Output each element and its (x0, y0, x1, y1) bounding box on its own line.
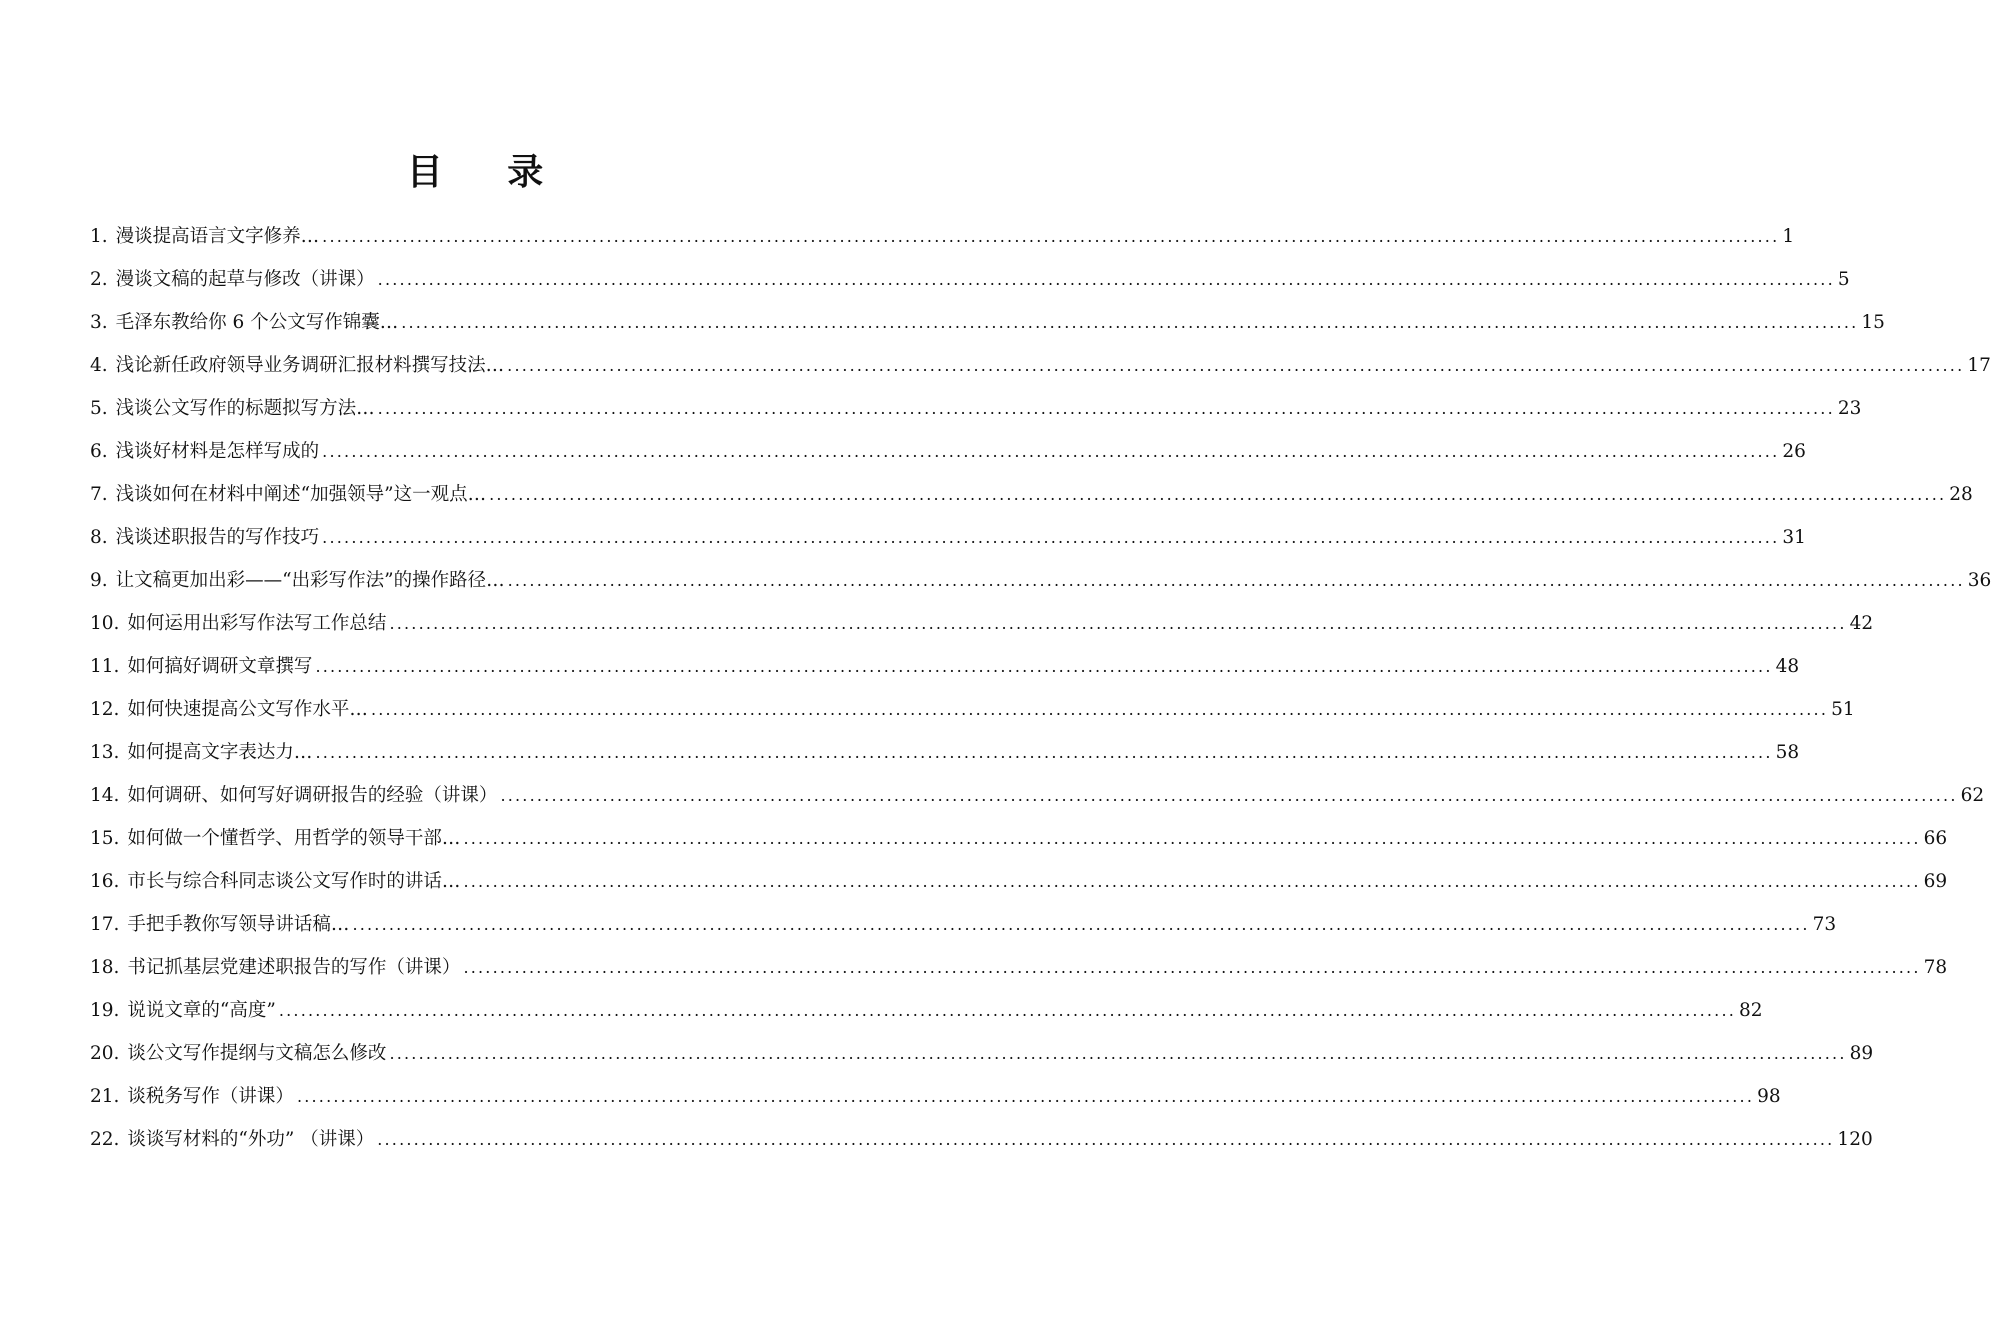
toc-entry-text: 浅谈如何在材料中阐述“加强领导”这一观点… (115, 484, 487, 505)
toc-leader-dots: ........................................................................................................................................................................................................ (377, 1130, 1835, 1149)
toc-leader-dots: ........................................................................................................................................................................................................ (389, 1044, 1847, 1063)
toc-entry[interactable] (90, 731, 1800, 774)
toc-entry-text: 浅论新任政府领导业务调研汇报材料撰写技法… (115, 355, 505, 376)
toc-entry[interactable] (90, 645, 1800, 688)
toc-entry-text: 如何快速提高公文写作水平… (127, 699, 368, 720)
toc-entry-page: 1 (1782, 226, 1795, 247)
toc-leader-dots: ........................................................................................................................................................................................................ (507, 356, 1965, 375)
toc-entry-page: 28 (1949, 484, 1973, 505)
toc-entry-number: 10. (90, 613, 120, 634)
toc-entry-page: 26 (1782, 441, 1806, 462)
toc-entry-text: 漫谈文稿的起草与修改（讲课） (115, 269, 375, 290)
toc-leader-dots: ........................................................................................................................................................................................................ (500, 786, 1958, 805)
toc-entry[interactable] (90, 860, 1948, 903)
toc-entry-text: 漫谈提高语言文字修养… (115, 226, 320, 247)
toc-entry[interactable] (90, 301, 1885, 344)
toc-entry-number: 14. (90, 785, 120, 806)
toc-entry-page: 36 (1967, 570, 1991, 591)
toc-entry[interactable] (90, 1118, 1873, 1161)
toc-entry[interactable] (90, 215, 1795, 258)
toc-entry[interactable] (90, 473, 1973, 516)
toc-entry-text: 书记抓基层党建述职报告的写作（讲课） (127, 957, 461, 978)
toc-leader-dots: ........................................................................................................................................................................................................ (377, 270, 1835, 289)
toc-entry-number: 8. (90, 527, 108, 548)
toc-entry[interactable] (90, 516, 1806, 559)
toc-entry-number: 4. (90, 355, 108, 376)
toc-entry-text: 如何运用出彩写作法写工作总结 (127, 613, 387, 634)
toc-entry-number: 11. (90, 656, 120, 677)
toc-entry-page: 17 (1967, 355, 1991, 376)
toc-entry-page: 15 (1861, 312, 1885, 333)
toc-entry-page: 31 (1782, 527, 1806, 548)
toc-entry-page: 89 (1849, 1043, 1874, 1064)
toc-entry-page: 66 (1923, 828, 1948, 849)
toc-entry-text: 如何搞好调研文章撰写 (127, 656, 313, 677)
toc-entry-page: 78 (1923, 957, 1948, 978)
toc-entry-page: 5 (1837, 269, 1850, 290)
toc-entry-number: 13. (90, 742, 120, 763)
toc-entry-number: 6. (90, 441, 108, 462)
toc-entry[interactable] (90, 946, 1948, 989)
toc-entry-page: 62 (1960, 785, 1985, 806)
toc-entry-text: 谈公文写作提纲与文稿怎么修改 (127, 1043, 387, 1064)
toc-entry-number: 22. (90, 1129, 120, 1150)
toc-entry[interactable] (90, 688, 1855, 731)
toc-entry-text: 谈谈写材料的“外功” （讲课） (127, 1129, 375, 1150)
toc-entry-text: 谈税务写作（讲课） (127, 1086, 294, 1107)
toc-entry-number: 17. (90, 914, 120, 935)
toc-entry[interactable] (90, 559, 1991, 602)
toc-leader-dots: ........................................................................................................................................................................................................ (377, 399, 1835, 418)
toc-entry-page: 58 (1775, 742, 1800, 763)
toc-entry-page: 42 (1849, 613, 1874, 634)
toc-entry-page: 82 (1739, 1000, 1763, 1021)
toc-entry-page: 73 (1812, 914, 1837, 935)
toc-leader-dots: ........................................................................................................................................................................................................ (489, 485, 1947, 504)
toc-title: 目 录 (406, 151, 570, 193)
toc-entry-text: 浅谈公文写作的标题拟写方法… (115, 398, 375, 419)
toc-entry[interactable] (90, 602, 1874, 645)
toc-entry-page: 98 (1757, 1086, 1781, 1107)
toc-leader-dots: ........................................................................................................................................................................................................ (352, 915, 1810, 934)
toc-entry-page: 69 (1923, 871, 1948, 892)
toc-entry[interactable] (90, 989, 1763, 1032)
toc-leader-dots: ........................................................................................................................................................................................................ (401, 313, 1859, 332)
toc-entry-number: 19. (90, 1000, 120, 1021)
toc-entry[interactable] (90, 344, 1991, 387)
toc-entry-text: 说说文章的“高度” (127, 1000, 276, 1021)
toc-entry-text: 市长与综合科同志谈公文写作时的讲话… (127, 871, 461, 892)
toc-leader-dots: ........................................................................................................................................................................................................ (389, 614, 1847, 633)
toc-entry-number: 1. (90, 226, 108, 247)
toc-entry-number: 20. (90, 1043, 120, 1064)
toc-leader-dots: ........................................................................................................................................................................................................ (322, 528, 1780, 547)
toc-entry-text: 手把手教你写领导讲话稿… (127, 914, 350, 935)
toc-leader-dots: ........................................................................................................................................................................................................ (322, 227, 1780, 246)
toc-entry-text: 如何做一个懂哲学、用哲学的领导干部… (127, 828, 461, 849)
toc-entry-text: 让文稿更加出彩——“出彩写作法”的操作路径… (115, 570, 505, 591)
toc-leader-dots: ........................................................................................................................................................................................................ (315, 743, 1773, 762)
toc-leader-dots: ........................................................................................................................................................................................................ (296, 1087, 1755, 1106)
toc-entry[interactable] (90, 817, 1948, 860)
toc-leader-dots: ........................................................................................................................................................................................................ (315, 657, 1773, 676)
toc-entry-number: 2. (90, 269, 108, 290)
toc-entry[interactable] (90, 430, 1806, 473)
toc-entry-page: 23 (1837, 398, 1862, 419)
toc-entry-text: 毛泽东教给你 6 个公文写作锦囊… (115, 312, 399, 333)
toc-entry[interactable] (90, 258, 1850, 301)
toc-entry-number: 3. (90, 312, 108, 333)
toc-leader-dots: ........................................................................................................................................................................................................ (463, 872, 1921, 891)
toc-leader-dots: ........................................................................................................................................................................................................ (463, 829, 1921, 848)
toc-leader-dots: ........................................................................................................................................................................................................ (370, 700, 1829, 719)
toc-entry-number: 7. (90, 484, 108, 505)
toc-entry[interactable] (90, 387, 1862, 430)
toc-entry[interactable] (90, 1032, 1874, 1075)
toc-entry-text: 浅谈好材料是怎样写成的 (115, 441, 320, 462)
toc-entry-text: 浅谈述职报告的写作技巧 (115, 527, 320, 548)
toc-list (90, 215, 1991, 1161)
toc-leader-dots: ........................................................................................................................................................................................................ (507, 571, 1965, 590)
toc-entry-page: 51 (1831, 699, 1855, 720)
toc-entry[interactable] (90, 903, 1837, 946)
toc-entry-page: 48 (1775, 656, 1800, 677)
toc-leader-dots: ........................................................................................................................................................................................................ (322, 442, 1780, 461)
toc-entry-number: 12. (90, 699, 120, 720)
toc-entry-number: 16. (90, 871, 120, 892)
toc-entry-text: 如何提高文字表达力… (127, 742, 313, 763)
toc-leader-dots: ........................................................................................................................................................................................................ (278, 1001, 1737, 1020)
toc-entry-number: 18. (90, 957, 120, 978)
toc-entry[interactable] (90, 774, 1985, 817)
toc-entry-page: 120 (1837, 1129, 1873, 1150)
toc-entry[interactable] (90, 1075, 1781, 1118)
toc-entry-text: 如何调研、如何写好调研报告的经验（讲课） (127, 785, 498, 806)
toc-entry-number: 9. (90, 570, 108, 591)
toc-leader-dots: ........................................................................................................................................................................................................ (463, 958, 1921, 977)
toc-entry-number: 15. (90, 828, 120, 849)
toc-entry-number: 5. (90, 398, 108, 419)
toc-entry-number: 21. (90, 1086, 120, 1107)
